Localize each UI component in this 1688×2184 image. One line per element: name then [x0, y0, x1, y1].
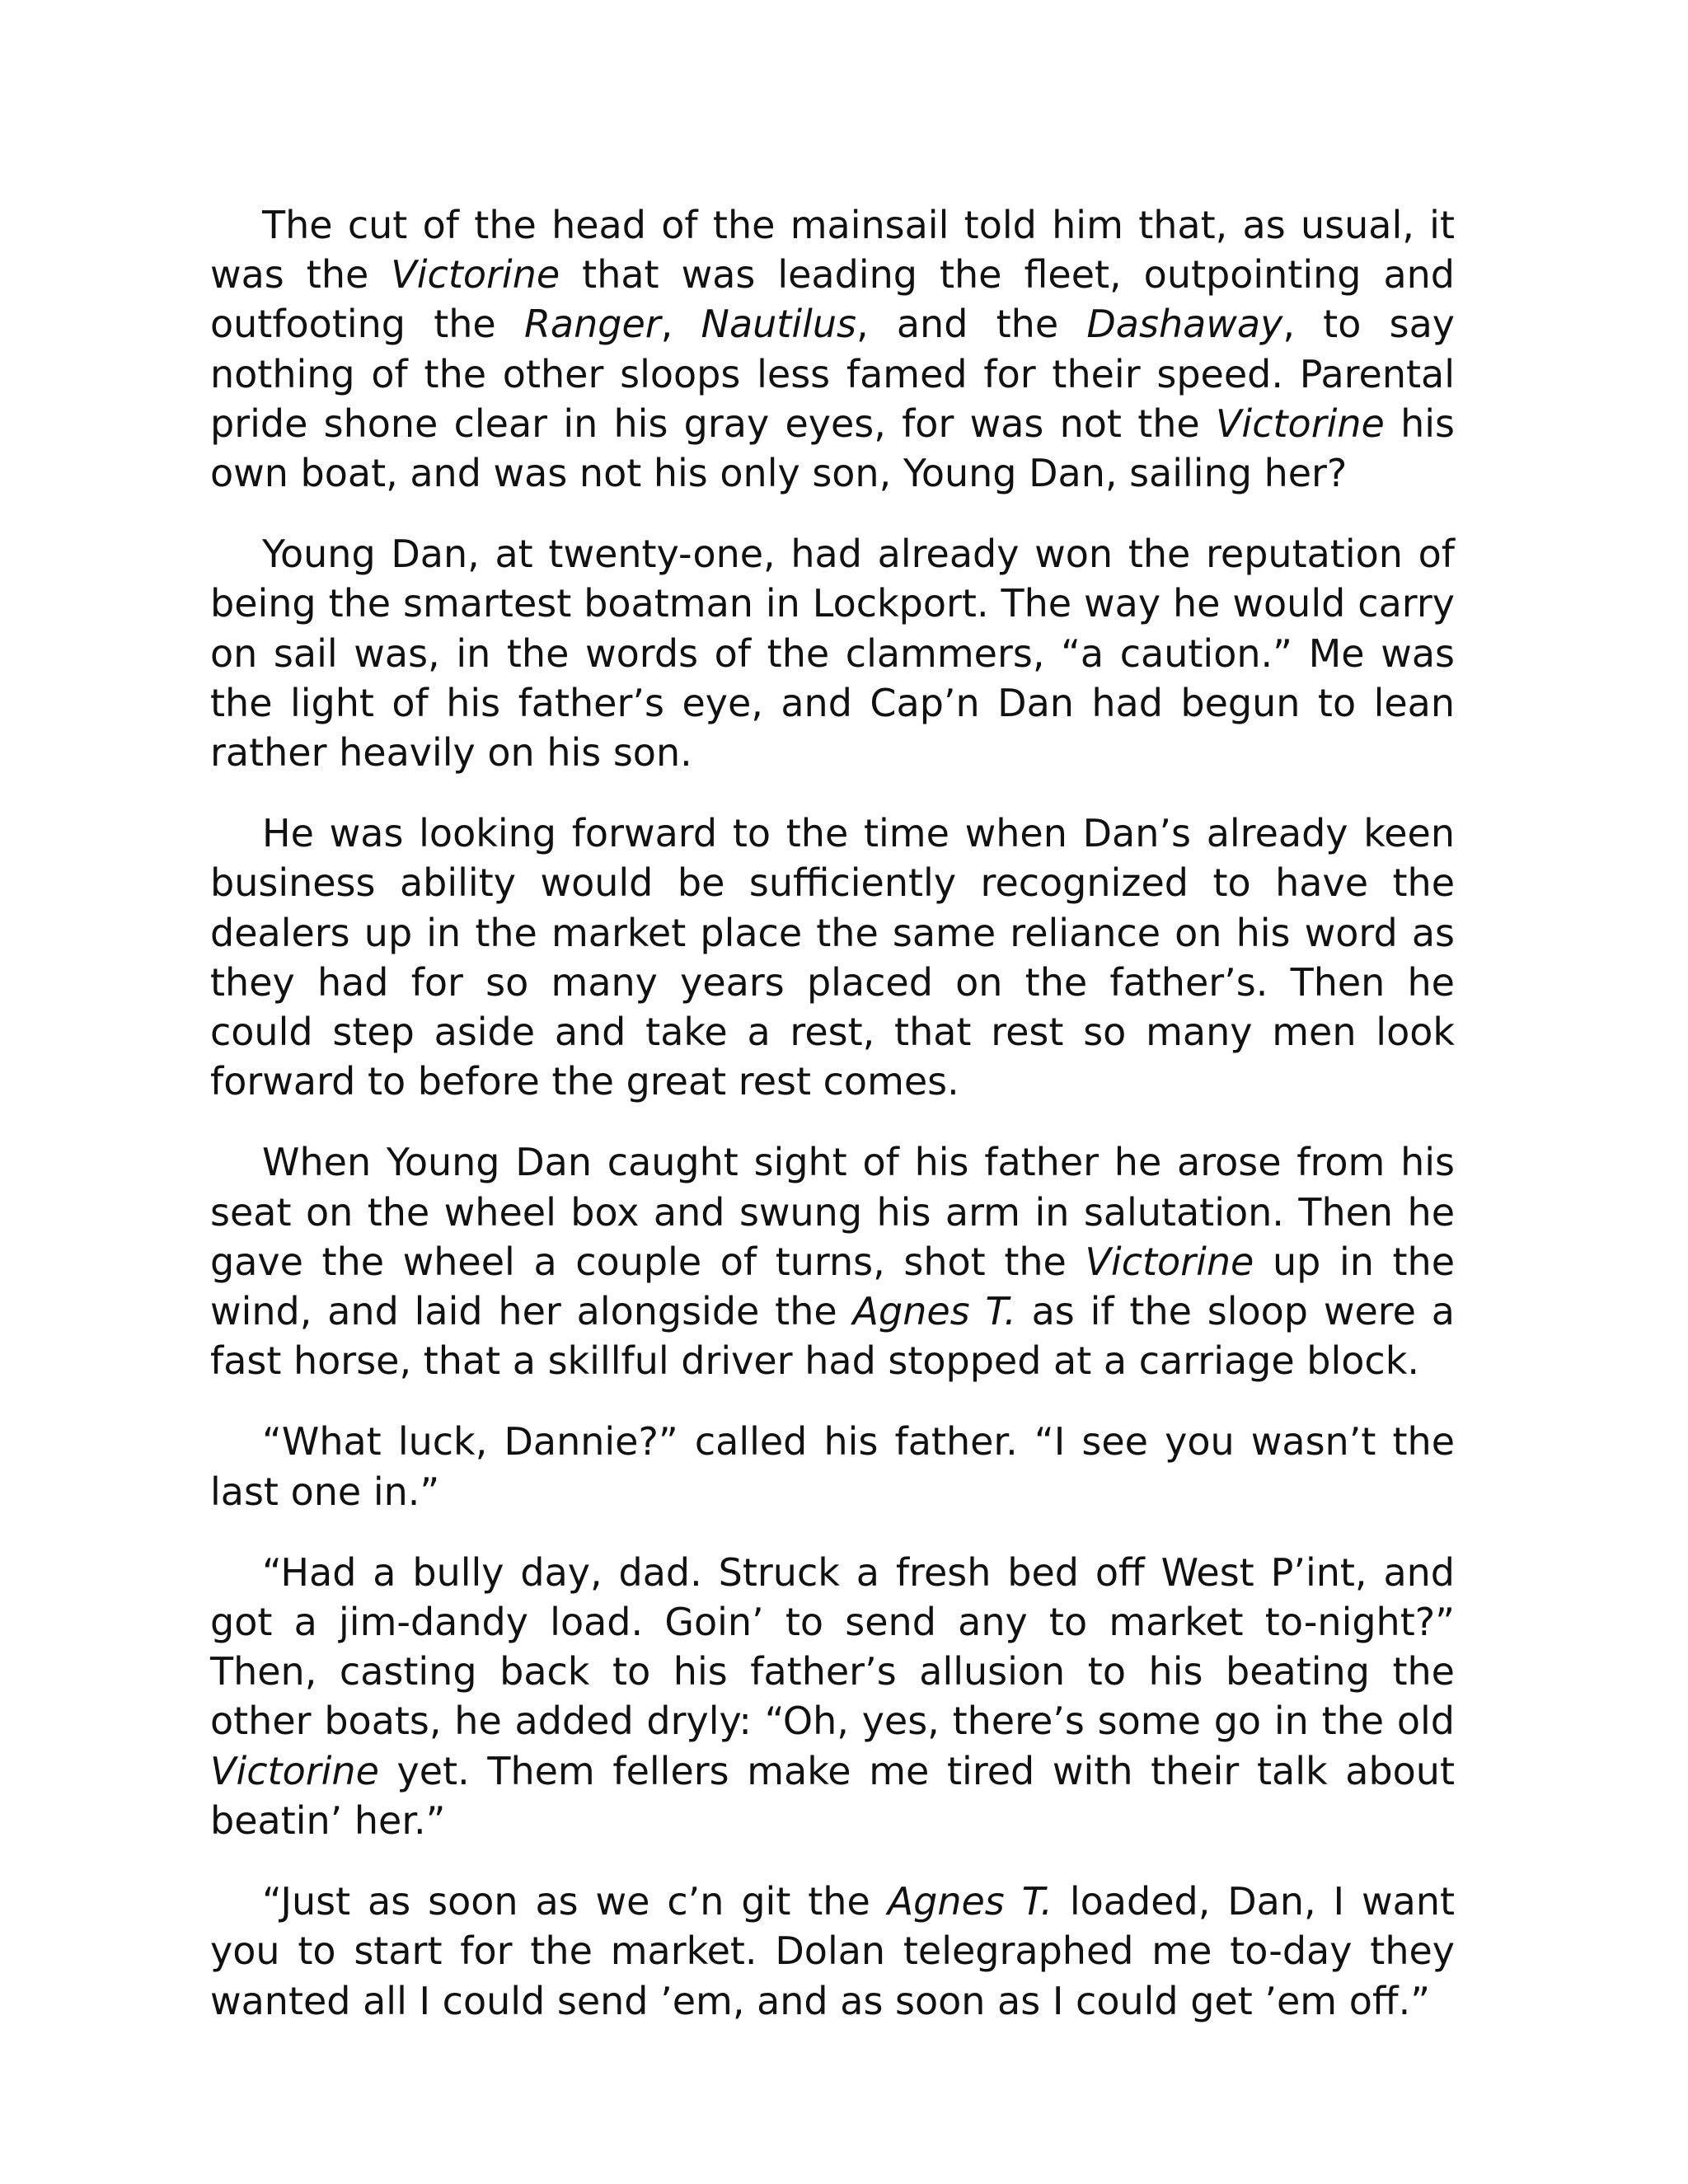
book-page [210, 200, 1455, 2026]
paragraph: The cut of the head of the mainsail told him that, as usual, it was the Victorine that was leading the fleet, outpointing and outfooting the Ranger, Nautilus, and the Dashaway, to say nothing of the other sloops less famed for their speed. Parental pride shone clear in his gray eyes, for was not the Victorine his own boat, and was not his only son, Young Dan, sailing her? [210, 203, 1456, 496]
paragraph: “Had a bully day, dad. Struck a fresh bed off West P’int, and got a jim-dandy load. Goin’ to send any to market to-night?” Then, casting back to his father’s allusion to his beating the other boats, he added dryly: “Oh, yes, there’s some go in the old Victorine yet. Them fellers make me tired with their talk about beatin’ her.” [210, 1549, 1455, 1843]
paragraph: When Young Dan caught sight of his father he arose from his seat on the wheel box and swung his arm in salutation. Then he gave the wheel a couple of turns, shot the Victorine up in the wind, and laid her alongside the Agnes T. as if the sloop were a fast horse, that a skillful driver had stopped at a carriage block. [210, 1140, 1455, 1384]
paragraph: “What luck, Dannie?” called his father. “I see you wasn’t the last one in.” [210, 1419, 1455, 1514]
paragraph: Young Dan, at twenty-one, had already won the reputation of being the smartest boatman in Lockport. The way he would carry on sail was, in the words of the clammers, “a caution.” Me was the light of his father’s eye, and Cap’n Dan had begun to lean rather heavily on his son. [210, 532, 1455, 776]
paragraph: He was looking forward to the time when Dan’s already keen business ability would be sufficiently recognized to have the dealers up in the market place the same reliance on his word as they had for so many years placed on the father’s. Then he could step aside and take a rest, that rest so many men look forward to before the great rest comes. [210, 811, 1455, 1104]
paragraph: “Just as soon as we c’n git the Agnes T. loaded, Dan, I want you to start for the market. Dolan telegraphed me to-day they wanted all I could send ’em, and as soon as I could get ’em off.” [210, 1879, 1456, 2023]
